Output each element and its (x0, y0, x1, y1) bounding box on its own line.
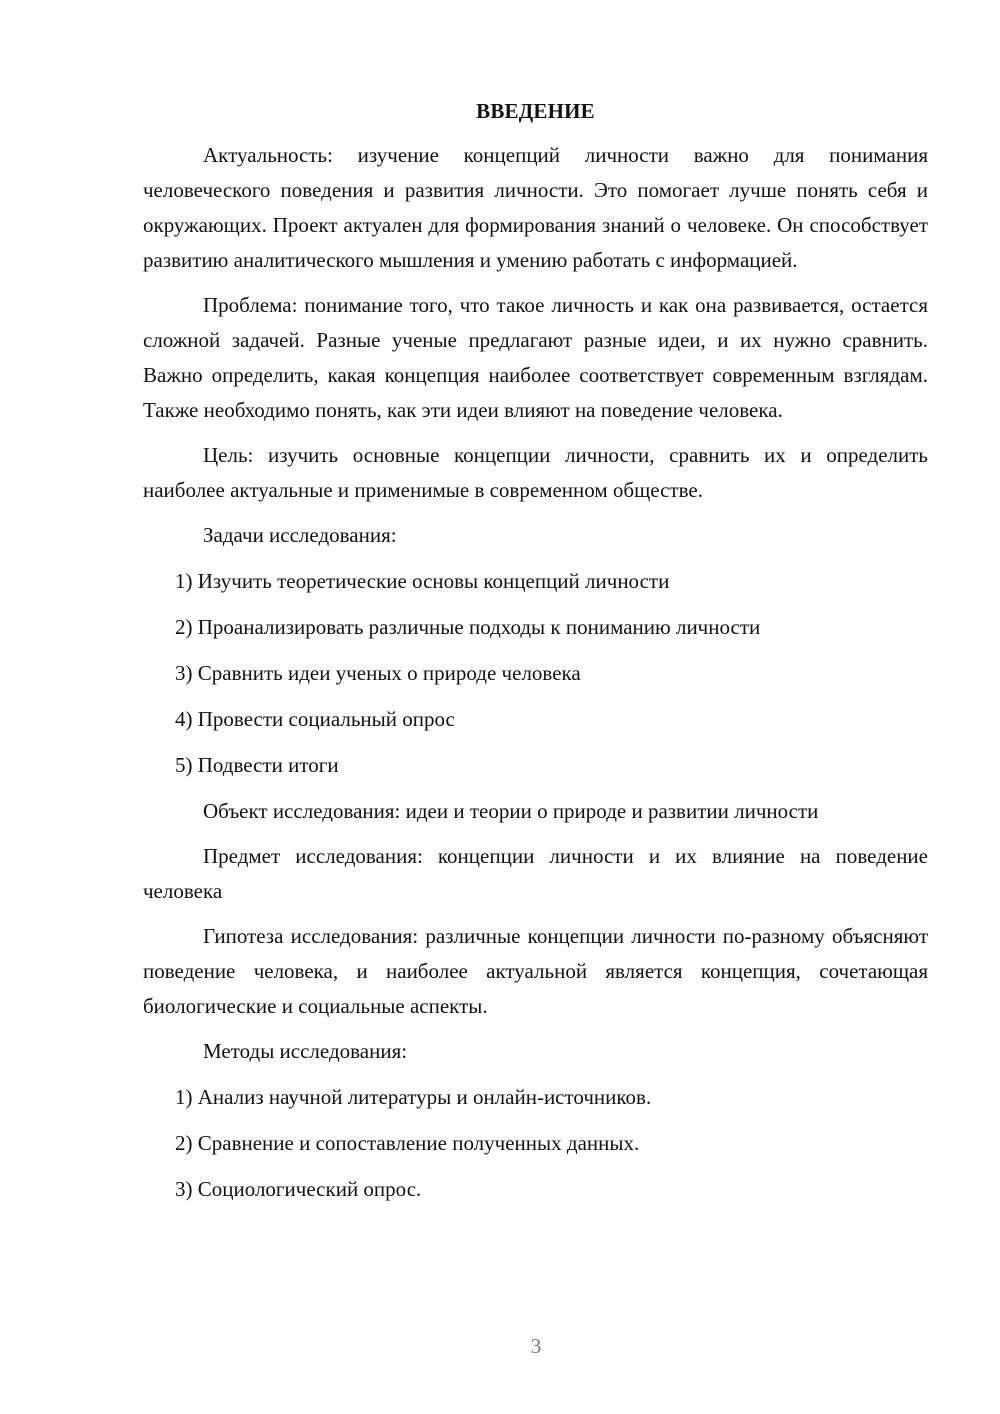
method-item-2: 2) Сравнение и сопоставление полученных данных. (175, 1131, 640, 1155)
relevance-paragraph: Актуальность: изучение концепций личности важно для понимания человеческого поведения и развития личности. Это помогает лучше понять себя и окружающих. Проект актуален для формирования знаний о человеке. Он способствует развитию аналитического мышления и умению работать с информацией. (143, 143, 928, 272)
goal-paragraph: Цель: изучить основные концепции личности, сравнить их и определить наиболее актуальные и применимые в современном обществе. (143, 443, 928, 502)
hypothesis-paragraph: Гипотеза исследования: различные концепции личности по-разному объясняют поведение человека, и наиболее актуальной является концепция, сочетающая биологические и социальные аспекты. (143, 924, 928, 1018)
object-paragraph: Объект исследования: идеи и теории о природе и развитии личности (203, 799, 819, 823)
methods-label: Методы исследования: (203, 1039, 408, 1063)
task-item-5: 5) Подвести итоги (175, 753, 339, 777)
subject-paragraph: Предмет исследования: концепции личности и их влияние на поведение человека (143, 844, 928, 903)
task-item-4: 4) Провести социальный опрос (175, 707, 455, 731)
tasks-label: Задачи исследования: (203, 523, 397, 547)
task-item-1: 1) Изучить теоретические основы концепций личности (175, 569, 670, 593)
page-number: 3 (530, 1334, 542, 1358)
task-item-2: 2) Проанализировать различные подходы к пониманию личности (175, 615, 761, 639)
method-item-1: 1) Анализ научной литературы и онлайн-источников. (175, 1085, 652, 1109)
section-title: ВВЕДЕНИЕ (476, 99, 595, 123)
page-content (143, 96, 928, 1218)
problem-paragraph: Проблема: понимание того, что такое личность и как она развивается, остается сложной задачей. Разные ученые предлагают разные идеи, и их нужно сравнить. Важно определить, какая концепция наиболее соответствует современным взглядам. Также необходимо понять, как эти идеи влияют на поведение человека. (143, 293, 928, 422)
method-item-3: 3) Социологический опрос. (175, 1177, 422, 1201)
task-item-3: 3) Сравнить идеи ученых о природе человека (175, 661, 581, 685)
